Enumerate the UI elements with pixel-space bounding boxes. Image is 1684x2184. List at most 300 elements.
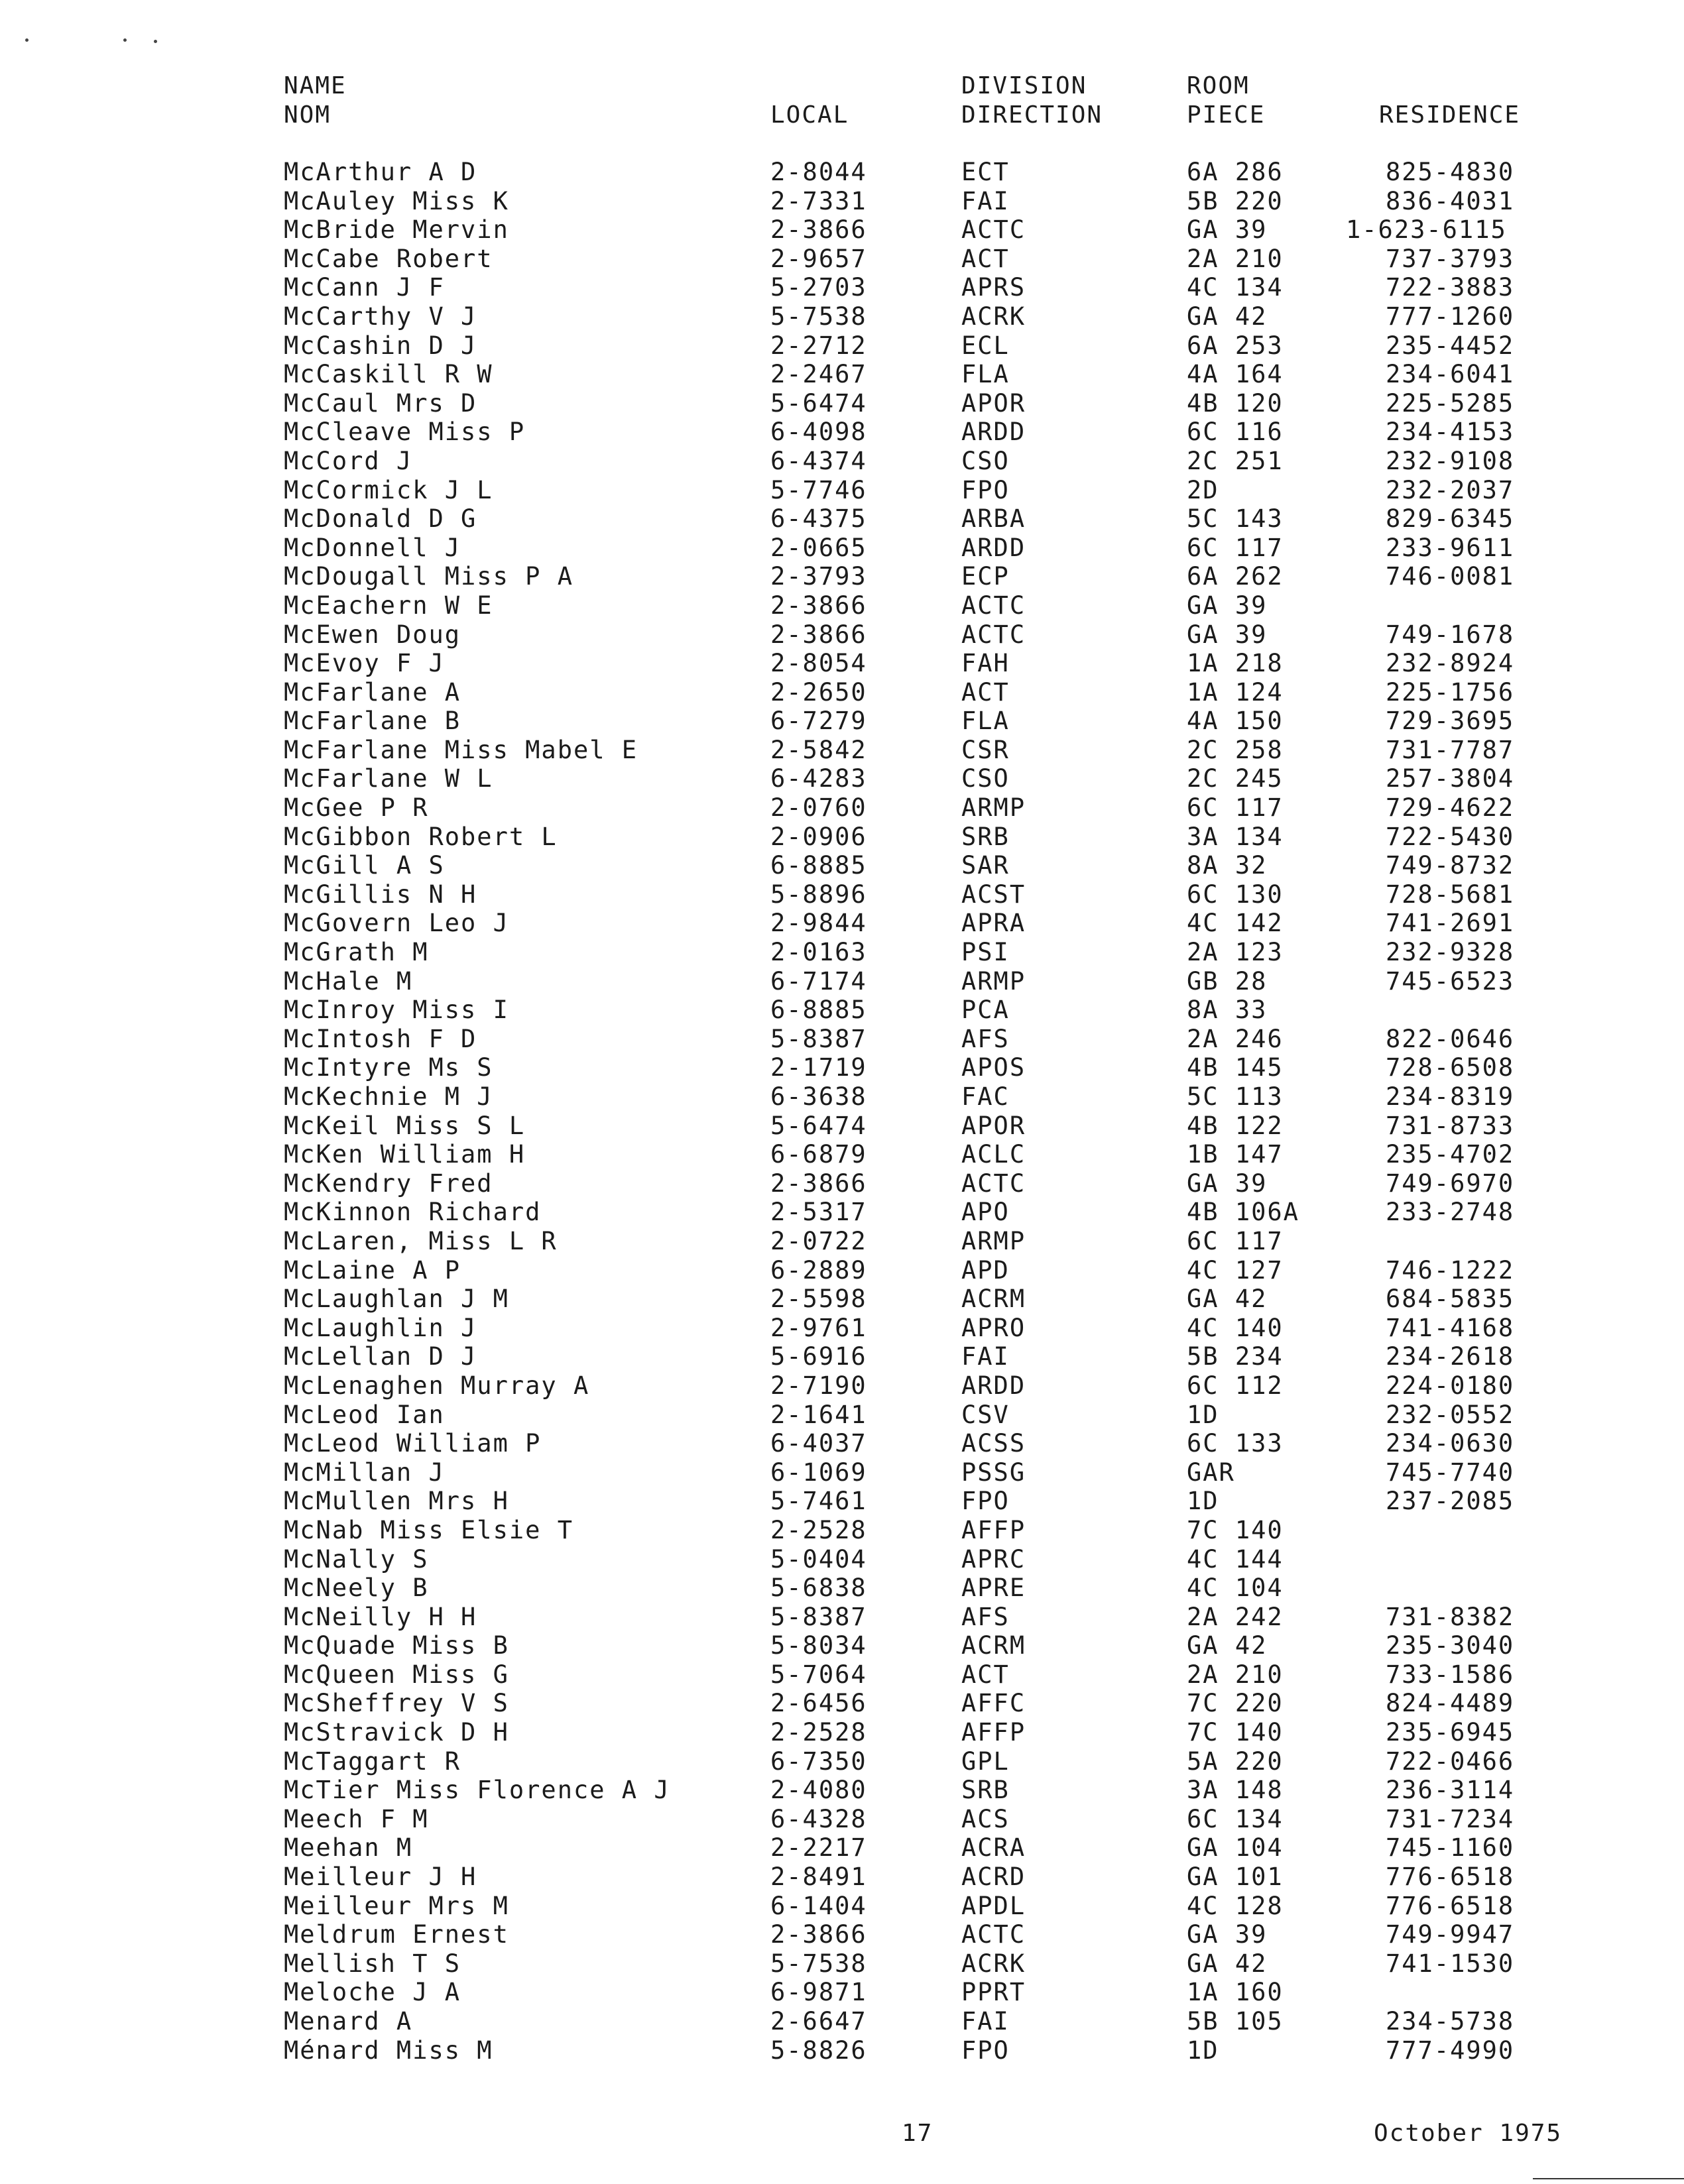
entry-room: 4C 140 bbox=[1187, 1313, 1284, 1342]
entry-residence: 232-9328 bbox=[1386, 938, 1515, 967]
entry-residence: 749-9947 bbox=[1386, 1920, 1515, 1949]
entry-local: 2-0665 bbox=[770, 533, 867, 562]
entry-residence: 232-9108 bbox=[1386, 446, 1515, 475]
directory-row bbox=[0, 1660, 1684, 1690]
entry-room: GA 101 bbox=[1187, 1863, 1284, 1892]
header-name-fr: NOM bbox=[284, 101, 331, 129]
entry-division: ARDD bbox=[961, 1371, 1026, 1400]
entry-local: 5-8896 bbox=[770, 880, 867, 909]
entry-division: CSO bbox=[961, 446, 1010, 475]
entry-name: McNeely B bbox=[284, 1574, 429, 1603]
directory-row bbox=[0, 1487, 1684, 1516]
entry-room: 7C 220 bbox=[1187, 1689, 1284, 1718]
entry-name: McSheffrey V S bbox=[284, 1689, 509, 1718]
entry-division: ACS bbox=[961, 1804, 1010, 1833]
entry-room: GA 104 bbox=[1187, 1833, 1284, 1863]
directory-row bbox=[0, 1516, 1684, 1545]
entry-room: 2C 258 bbox=[1187, 735, 1284, 764]
entry-division: SRB bbox=[961, 1776, 1010, 1805]
entry-residence: 741-2691 bbox=[1386, 909, 1515, 938]
entry-local: 2-8054 bbox=[770, 649, 867, 678]
entry-residence: 234-4153 bbox=[1386, 418, 1515, 447]
entry-room: GA 39 bbox=[1187, 1169, 1268, 1198]
entry-residence: 729-4622 bbox=[1386, 793, 1515, 823]
entry-local: 2-2467 bbox=[770, 360, 867, 389]
entry-name: McHale M bbox=[284, 966, 413, 996]
entry-name: McGovern Leo J bbox=[284, 909, 509, 938]
entry-name: McStravick D H bbox=[284, 1718, 509, 1747]
entry-room: 1A 160 bbox=[1187, 1978, 1284, 2007]
entry-division: FPO bbox=[961, 475, 1010, 504]
entry-residence: 728-5681 bbox=[1386, 880, 1515, 909]
entry-residence: 224-0180 bbox=[1386, 1371, 1515, 1400]
directory-row bbox=[0, 1140, 1684, 1169]
entry-name: Mellish T S bbox=[284, 1949, 461, 1978]
entry-name: McIntyre Ms S bbox=[284, 1053, 493, 1082]
entry-name: Meilleur Mrs M bbox=[284, 1891, 509, 1920]
entry-residence: 731-8382 bbox=[1386, 1602, 1515, 1631]
entry-residence: 257-3804 bbox=[1386, 764, 1515, 793]
entry-division: ARDD bbox=[961, 418, 1026, 447]
entry-residence: 225-1756 bbox=[1386, 677, 1515, 707]
entry-division: ACTC bbox=[961, 1920, 1026, 1949]
entry-room: GA 39 bbox=[1187, 1920, 1268, 1949]
directory-row bbox=[0, 2036, 1684, 2065]
entry-room: 5B 234 bbox=[1187, 1342, 1284, 1371]
entry-room: 6C 134 bbox=[1187, 1804, 1284, 1833]
entry-room: 4B 106A bbox=[1187, 1198, 1299, 1227]
entry-name: McGibbon Robert L bbox=[284, 822, 558, 851]
entry-residence: 731-7787 bbox=[1386, 735, 1515, 764]
entry-room: GA 39 bbox=[1187, 591, 1268, 620]
entry-division: ACRM bbox=[961, 1631, 1026, 1660]
entry-residence: 825-4830 bbox=[1386, 158, 1515, 186]
entry-division: ARMP bbox=[961, 966, 1026, 996]
entry-residence: 232-8924 bbox=[1386, 649, 1515, 678]
entry-room: 2A 246 bbox=[1187, 1024, 1284, 1053]
entry-residence: 836-4031 bbox=[1386, 186, 1515, 215]
entry-name: McLenaghen Murray A bbox=[284, 1371, 590, 1400]
entry-room: 6C 117 bbox=[1187, 1226, 1284, 1255]
entry-room: 1A 218 bbox=[1187, 649, 1284, 678]
entry-local: 2-4080 bbox=[770, 1776, 867, 1805]
entry-local: 2-3866 bbox=[770, 1920, 867, 1949]
entry-room: 6C 117 bbox=[1187, 533, 1284, 562]
entry-name: McArthur A D bbox=[284, 158, 477, 186]
entry-local: 6-7350 bbox=[770, 1747, 867, 1776]
directory-row bbox=[0, 793, 1684, 823]
entry-room: GA 42 bbox=[1187, 1949, 1268, 1978]
entry-division: ARMP bbox=[961, 1226, 1026, 1255]
entry-residence: 745-1160 bbox=[1386, 1833, 1515, 1863]
entry-residence: 746-0081 bbox=[1386, 562, 1515, 591]
entry-division: FPO bbox=[961, 1487, 1010, 1516]
entry-name: McDonnell J bbox=[284, 533, 461, 562]
entry-name: McCaskill R W bbox=[284, 360, 493, 389]
entry-division: ACSS bbox=[961, 1429, 1026, 1458]
entry-local: 5-6916 bbox=[770, 1342, 867, 1371]
entry-local: 5-7746 bbox=[770, 475, 867, 504]
entry-division: ECT bbox=[961, 158, 1010, 186]
directory-row bbox=[0, 1371, 1684, 1401]
directory-row bbox=[0, 389, 1684, 418]
entry-room: 6A 286 bbox=[1187, 158, 1284, 186]
entry-room: 4B 122 bbox=[1187, 1111, 1284, 1140]
entry-residence: 741-4168 bbox=[1386, 1313, 1515, 1342]
entry-residence: 232-2037 bbox=[1386, 475, 1515, 504]
entry-local: 2-6456 bbox=[770, 1689, 867, 1718]
directory-row bbox=[0, 851, 1684, 880]
entry-division: CSO bbox=[961, 764, 1010, 793]
entry-local: 5-0404 bbox=[770, 1544, 867, 1574]
entry-residence: 233-2748 bbox=[1386, 1198, 1515, 1227]
entry-name: McKen William H bbox=[284, 1140, 526, 1169]
entry-division: APRS bbox=[961, 273, 1026, 302]
entry-name: McDougall Miss P A bbox=[284, 562, 573, 591]
entry-local: 6-4374 bbox=[770, 446, 867, 475]
entry-residence: 225-5285 bbox=[1386, 388, 1515, 418]
entry-division: ACT bbox=[961, 244, 1010, 273]
entry-division: ACTC bbox=[961, 591, 1026, 620]
directory-row bbox=[0, 245, 1684, 274]
entry-division: ARMP bbox=[961, 793, 1026, 823]
entry-name: McNally S bbox=[284, 1544, 429, 1574]
directory-row bbox=[0, 1776, 1684, 1805]
entry-room: GA 42 bbox=[1187, 302, 1268, 331]
entry-division: PPRT bbox=[961, 1978, 1026, 2007]
entry-local: 2-2528 bbox=[770, 1515, 867, 1544]
entry-name: McInroy Miss I bbox=[284, 996, 509, 1025]
entry-room: 4B 145 bbox=[1187, 1053, 1284, 1082]
entry-local: 5-8034 bbox=[770, 1631, 867, 1660]
entry-division: FAC bbox=[961, 1082, 1010, 1111]
entry-local: 2-3793 bbox=[770, 562, 867, 591]
entry-residence: 235-4702 bbox=[1386, 1140, 1515, 1169]
entry-division: CSR bbox=[961, 735, 1010, 764]
entry-local: 5-6838 bbox=[770, 1574, 867, 1603]
directory-row bbox=[0, 880, 1684, 909]
directory-row bbox=[0, 534, 1684, 563]
entry-local: 2-7190 bbox=[770, 1371, 867, 1400]
entry-name: McNab Miss Elsie T bbox=[284, 1515, 573, 1544]
entry-residence: 235-6945 bbox=[1386, 1718, 1515, 1747]
entry-name: McGill A S bbox=[284, 851, 445, 880]
entry-room: 3A 148 bbox=[1187, 1776, 1284, 1805]
entry-division: FLA bbox=[961, 707, 1010, 736]
scan-speck bbox=[25, 38, 29, 42]
entry-division: ACT bbox=[961, 677, 1010, 707]
entry-residence: 777-1260 bbox=[1386, 302, 1515, 331]
entry-division: ACRM bbox=[961, 1285, 1026, 1314]
entry-division: PSSG bbox=[961, 1458, 1026, 1487]
entry-division: ACT bbox=[961, 1660, 1010, 1689]
entry-room: 2C 251 bbox=[1187, 446, 1284, 475]
entry-name: McTier Miss Florence A J bbox=[284, 1776, 670, 1805]
directory-row bbox=[0, 1892, 1684, 1921]
entry-local: 2-8491 bbox=[770, 1863, 867, 1892]
entry-residence: 729-3695 bbox=[1386, 707, 1515, 736]
directory-row bbox=[0, 1169, 1684, 1198]
directory-row bbox=[0, 273, 1684, 302]
entry-residence: 233-9611 bbox=[1386, 533, 1515, 562]
entry-division: FAI bbox=[961, 1342, 1010, 1371]
header-residence bbox=[1379, 101, 1520, 130]
footer-date: October 1975 bbox=[1374, 2120, 1563, 2147]
entry-local: 6-7279 bbox=[770, 707, 867, 736]
entry-residence: 234-8319 bbox=[1386, 1082, 1515, 1111]
entry-residence: 745-6523 bbox=[1386, 966, 1515, 996]
entry-residence: 746-1222 bbox=[1386, 1255, 1515, 1285]
entry-name: Meehan M bbox=[284, 1833, 413, 1863]
entry-local: 5-6474 bbox=[770, 1111, 867, 1140]
scan-speck bbox=[123, 38, 127, 42]
entry-residence: 236-3114 bbox=[1386, 1776, 1515, 1805]
entry-local: 5-7538 bbox=[770, 1949, 867, 1978]
entry-division: APRO bbox=[961, 1313, 1026, 1342]
entry-room: 7C 140 bbox=[1187, 1515, 1284, 1544]
entry-local: 5-8387 bbox=[770, 1602, 867, 1631]
entry-residence: 237-2085 bbox=[1386, 1487, 1515, 1516]
entry-division: AFS bbox=[961, 1024, 1010, 1053]
directory-row bbox=[0, 1227, 1684, 1256]
entry-local: 6-4328 bbox=[770, 1804, 867, 1833]
entry-local: 2-3866 bbox=[770, 1169, 867, 1198]
entry-local: 2-9844 bbox=[770, 909, 867, 938]
entry-room: 8A 33 bbox=[1187, 996, 1268, 1025]
entry-local: 6-3638 bbox=[770, 1082, 867, 1111]
entry-division: APRE bbox=[961, 1574, 1026, 1603]
entry-division: APDL bbox=[961, 1891, 1026, 1920]
entry-local: 5-8387 bbox=[770, 1024, 867, 1053]
entry-room: 6A 253 bbox=[1187, 331, 1284, 360]
entry-name: McCarthy V J bbox=[284, 302, 477, 331]
entry-name: Meech F M bbox=[284, 1804, 429, 1833]
entry-room: 1D bbox=[1187, 1487, 1219, 1516]
entry-division: ECL bbox=[961, 331, 1010, 360]
footer-rule bbox=[1533, 2178, 1684, 2179]
entry-room: 1A 124 bbox=[1187, 677, 1284, 707]
entry-local: 2-5317 bbox=[770, 1198, 867, 1227]
directory-row bbox=[0, 678, 1684, 707]
entry-room: GAR bbox=[1187, 1458, 1235, 1487]
entry-local: 6-8885 bbox=[770, 851, 867, 880]
entry-room: 4C 144 bbox=[1187, 1544, 1284, 1574]
entry-room: 5A 220 bbox=[1187, 1747, 1284, 1776]
header-room bbox=[1187, 72, 1265, 130]
entry-room: 2A 210 bbox=[1187, 244, 1284, 273]
entry-local: 6-4375 bbox=[770, 504, 867, 534]
entry-residence: 1-623-6115 bbox=[1346, 215, 1507, 245]
entry-division: SRB bbox=[961, 822, 1010, 851]
directory-row bbox=[0, 1025, 1684, 1054]
directory-row bbox=[0, 1631, 1684, 1660]
entry-room: GA 39 bbox=[1187, 215, 1268, 245]
header-division-fr: DIRECTION bbox=[961, 101, 1103, 129]
entry-local: 6-6879 bbox=[770, 1140, 867, 1169]
entry-residence: 776-6518 bbox=[1386, 1891, 1515, 1920]
entry-room: 6C 112 bbox=[1187, 1371, 1284, 1400]
directory-row bbox=[0, 1401, 1684, 1430]
entry-division: ACST bbox=[961, 880, 1026, 909]
entry-name: Menard A bbox=[284, 2007, 413, 2036]
directory-row bbox=[0, 1082, 1684, 1112]
entry-division: APOS bbox=[961, 1053, 1026, 1082]
entry-room: 5C 143 bbox=[1187, 504, 1284, 534]
directory-row bbox=[0, 620, 1684, 650]
entry-division: FAI bbox=[961, 186, 1010, 215]
entry-name: McLeod Ian bbox=[284, 1400, 445, 1429]
entry-name: McCaul Mrs D bbox=[284, 388, 477, 418]
entry-residence: 777-4990 bbox=[1386, 2036, 1515, 2065]
entry-division: PCA bbox=[961, 996, 1010, 1025]
directory-row bbox=[0, 967, 1684, 996]
entry-room: 3A 134 bbox=[1187, 822, 1284, 851]
directory-list bbox=[0, 158, 1684, 2065]
entry-division: ACRD bbox=[961, 1863, 1026, 1892]
entry-residence: 749-8732 bbox=[1386, 851, 1515, 880]
entry-room: 2A 210 bbox=[1187, 1660, 1284, 1689]
entry-local: 6-4283 bbox=[770, 764, 867, 793]
entry-name: Meloche J A bbox=[284, 1978, 461, 2007]
entry-division: ACLC bbox=[961, 1140, 1026, 1169]
entry-residence: 745-7740 bbox=[1386, 1458, 1515, 1487]
entry-local: 6-9871 bbox=[770, 1978, 867, 2007]
entry-name: McLeod William P bbox=[284, 1429, 542, 1458]
directory-row bbox=[0, 1747, 1684, 1776]
directory-row bbox=[0, 562, 1684, 591]
entry-division: SAR bbox=[961, 851, 1010, 880]
entry-residence: 749-6970 bbox=[1386, 1169, 1515, 1198]
entry-local: 2-0906 bbox=[770, 822, 867, 851]
entry-name: McLaren, Miss L R bbox=[284, 1226, 558, 1255]
entry-room: 4C 142 bbox=[1187, 909, 1284, 938]
entry-division: CSV bbox=[961, 1400, 1010, 1429]
entry-name: McBride Mervin bbox=[284, 215, 509, 245]
entry-name: McKechnie M J bbox=[284, 1082, 493, 1111]
entry-local: 2-0760 bbox=[770, 793, 867, 823]
entry-local: 2-3866 bbox=[770, 591, 867, 620]
directory-row bbox=[0, 736, 1684, 765]
entry-name: McMillan J bbox=[284, 1458, 445, 1487]
directory-row bbox=[0, 187, 1684, 216]
entry-division: PSI bbox=[961, 938, 1010, 967]
directory-row bbox=[0, 1805, 1684, 1834]
entry-division: ACTC bbox=[961, 215, 1026, 245]
entry-division: ECP bbox=[961, 562, 1010, 591]
entry-division: ACRK bbox=[961, 302, 1026, 331]
entry-division: ACTC bbox=[961, 1169, 1026, 1198]
directory-row bbox=[0, 707, 1684, 736]
entry-residence: 733-1586 bbox=[1386, 1660, 1515, 1689]
entry-residence: 234-5738 bbox=[1386, 2007, 1515, 2036]
directory-row bbox=[0, 2007, 1684, 2036]
directory-row bbox=[0, 1285, 1684, 1314]
entry-name: McLellan D J bbox=[284, 1342, 477, 1371]
entry-room: 4B 120 bbox=[1187, 388, 1284, 418]
entry-name: McFarlane Miss Mabel E bbox=[284, 735, 638, 764]
entry-division: AFFC bbox=[961, 1689, 1026, 1718]
entry-name: McEachern W E bbox=[284, 591, 493, 620]
entry-room: 1B 147 bbox=[1187, 1140, 1284, 1169]
entry-room: GA 42 bbox=[1187, 1631, 1268, 1660]
entry-room: 4C 104 bbox=[1187, 1574, 1284, 1603]
entry-division: ARBA bbox=[961, 504, 1026, 534]
entry-room: 4C 134 bbox=[1187, 273, 1284, 302]
header-local bbox=[770, 101, 849, 130]
entry-division: FLA bbox=[961, 360, 1010, 389]
entry-local: 5-8826 bbox=[770, 2036, 867, 2065]
entry-name: McIntosh F D bbox=[284, 1024, 477, 1053]
entry-room: 6C 116 bbox=[1187, 418, 1284, 447]
entry-local: 6-8885 bbox=[770, 996, 867, 1025]
entry-room: 7C 140 bbox=[1187, 1718, 1284, 1747]
entry-residence: 737-3793 bbox=[1386, 244, 1515, 273]
header-residence-label: RESIDENCE bbox=[1379, 101, 1521, 129]
entry-residence: 722-5430 bbox=[1386, 822, 1515, 851]
entry-residence: 684-5835 bbox=[1386, 1285, 1515, 1314]
directory-row bbox=[0, 1718, 1684, 1747]
entry-room: 5C 113 bbox=[1187, 1082, 1284, 1111]
entry-room: 6A 262 bbox=[1187, 562, 1284, 591]
entry-room: 1D bbox=[1187, 2036, 1219, 2065]
entry-division: APOR bbox=[961, 388, 1026, 418]
entry-residence: 722-0466 bbox=[1386, 1747, 1515, 1776]
entry-name: Meldrum Ernest bbox=[284, 1920, 509, 1949]
entry-division: GPL bbox=[961, 1747, 1010, 1776]
entry-name: McCormick J L bbox=[284, 475, 493, 504]
entry-room: 2C 245 bbox=[1187, 764, 1284, 793]
entry-room: GB 28 bbox=[1187, 966, 1268, 996]
directory-row bbox=[0, 1574, 1684, 1603]
entry-name: McGrath M bbox=[284, 938, 429, 967]
entry-division: ARDD bbox=[961, 533, 1026, 562]
entry-local: 5-2703 bbox=[770, 273, 867, 302]
entry-local: 5-7064 bbox=[770, 1660, 867, 1689]
entry-room: 2A 123 bbox=[1187, 938, 1284, 967]
entry-residence: 731-8733 bbox=[1386, 1111, 1515, 1140]
entry-local: 6-7174 bbox=[770, 966, 867, 996]
entry-name: McNeilly H H bbox=[284, 1602, 477, 1631]
directory-row bbox=[0, 1920, 1684, 1949]
entry-residence: 235-4452 bbox=[1386, 331, 1515, 360]
entry-local: 5-6474 bbox=[770, 388, 867, 418]
entry-name: McCord J bbox=[284, 446, 413, 475]
entry-name: McQuade Miss B bbox=[284, 1631, 509, 1660]
directory-row bbox=[0, 1314, 1684, 1343]
entry-name: McKinnon Richard bbox=[284, 1198, 542, 1227]
entry-residence: 824-4489 bbox=[1386, 1689, 1515, 1718]
directory-row bbox=[0, 1863, 1684, 1892]
entry-division: APOR bbox=[961, 1111, 1026, 1140]
directory-row bbox=[0, 331, 1684, 361]
entry-name: McTaggart R bbox=[284, 1747, 461, 1776]
entry-division: AFS bbox=[961, 1602, 1010, 1631]
entry-name: McAuley Miss K bbox=[284, 186, 509, 215]
entry-division: AFFP bbox=[961, 1718, 1026, 1747]
entry-local: 2-3866 bbox=[770, 215, 867, 245]
entry-residence: 749-1678 bbox=[1386, 620, 1515, 649]
entry-room: 6C 133 bbox=[1187, 1429, 1284, 1458]
entry-name: McCabe Robert bbox=[284, 244, 493, 273]
entry-division: APD bbox=[961, 1255, 1010, 1285]
header-local-label: LOCAL bbox=[770, 101, 849, 129]
entry-local: 2-9657 bbox=[770, 244, 867, 273]
entry-residence: 234-0630 bbox=[1386, 1429, 1515, 1458]
entry-division: FAI bbox=[961, 2007, 1010, 2036]
entry-name: McCleave Miss P bbox=[284, 418, 526, 447]
directory-row bbox=[0, 823, 1684, 852]
entry-name: McLaine A P bbox=[284, 1255, 461, 1285]
